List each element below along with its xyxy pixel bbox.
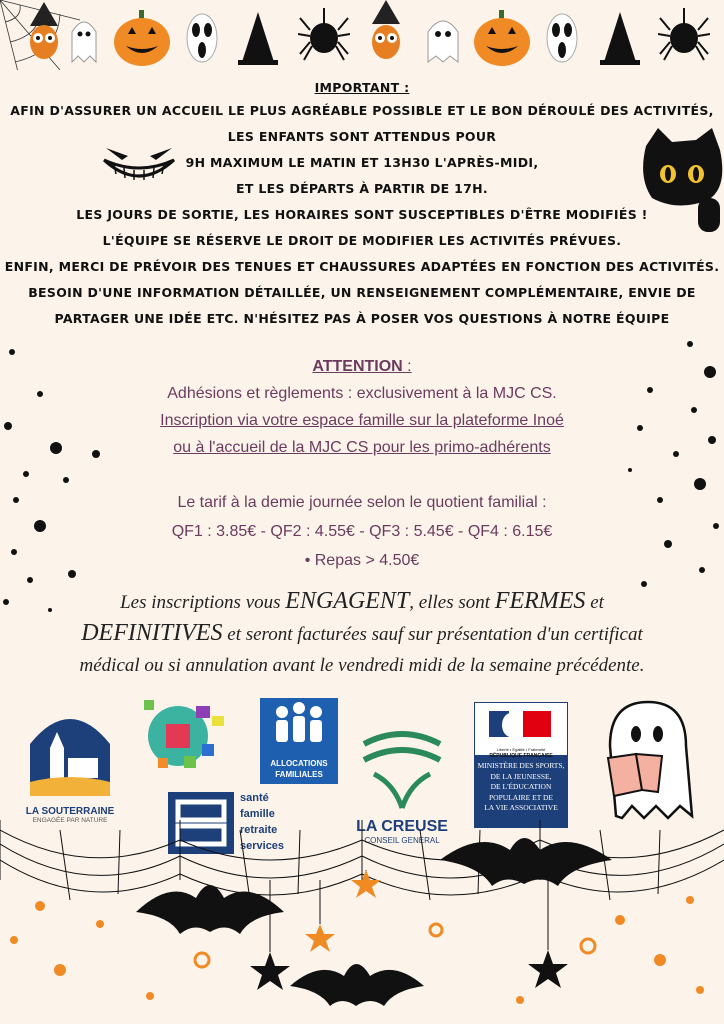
- la-souterraine-logo: [20, 704, 120, 828]
- caf-line2: FAMILIALES: [275, 770, 323, 779]
- spider-icon: [658, 8, 710, 60]
- notice-line: BESOIN D'UNE INFORMATION DÉTAILLÉE, UN RENSEIGNEMENT COMPLÉMENTAIRE, ENVIE DE: [28, 285, 696, 300]
- ghost-icon: [428, 21, 458, 62]
- caf-line1: ALLOCATIONS: [270, 759, 328, 768]
- halloween-bottom-border: [0, 820, 724, 1024]
- rf-name: RÉPUBLIQUE FRANÇAISE: [489, 753, 553, 759]
- msa-line: retraite: [240, 824, 278, 836]
- ministere-line: LA VIE ASSOCIATIVE: [484, 803, 558, 812]
- marianne-icon: [475, 703, 567, 743]
- pumpkin-icon: [474, 10, 530, 66]
- notice-line: LES JOURS DE SORTIE, LES HORAIRES SONT SUSCEPTIBLES D'ÊTRE MODIFIÉS !: [76, 207, 648, 222]
- tarif-meal: • Repas > 4.50€: [304, 552, 420, 569]
- souterraine-emblem-icon: [20, 704, 120, 796]
- ministere-line: DE LA JEUNESSE,: [490, 771, 552, 781]
- engagement-text: et: [585, 592, 604, 613]
- engagement-line: [20, 618, 704, 650]
- msa-line: santé: [240, 792, 269, 804]
- engagement-emphasis: ENGAGENT: [285, 588, 410, 614]
- attention-title-text: ATTENTION: [312, 358, 403, 375]
- tarif-line: Le tarif à la demie journée selon le quotient familial :: [177, 494, 547, 511]
- notice-line: L'ÉQUIPE SE RÉSERVE LE DROIT DE MODIFIER LES ACTIVITÉS PRÉVUES.: [102, 233, 622, 248]
- engagement-emphasis: FERMES: [494, 588, 586, 614]
- tarif-prices: QF1 : 3.85€ - QF2 : 4.55€ - QF3 : 5.45€ - QF4 : 6.15€: [171, 523, 553, 540]
- caf-logo: [260, 698, 338, 784]
- owl-witch-icon: [372, 0, 400, 59]
- engagement-line: [20, 586, 704, 618]
- notice-line: ET LES DÉPARTS À PARTIR DE 17H.: [236, 181, 488, 196]
- marianne-block: [475, 703, 567, 759]
- engagement-emphasis: DEFINITIVES: [81, 620, 223, 646]
- creuse-name: LA CREUSE: [356, 818, 448, 835]
- caf-family-icon: [260, 698, 338, 754]
- pumpkin-icon: [114, 10, 170, 66]
- attention-block: [0, 354, 724, 461]
- community-of-communes-logo: [136, 698, 230, 776]
- engagement-line: médical ou si annulation avant le vendredi midi de la semaine précédente.: [79, 655, 645, 676]
- msa-line: services: [240, 840, 285, 852]
- notice-line: PARTAGER UNE IDÉE ETC. N'HÉSITEZ PAS À POSER VOS QUESTIONS À NOTRE ÉQUIPE: [54, 311, 670, 326]
- attention-title: [0, 354, 724, 380]
- scream-mask-icon: [187, 14, 217, 62]
- ministere-line: DE L'ÉDUCATION: [490, 782, 552, 791]
- souterraine-name: LA SOUTERRAINE: [25, 806, 115, 817]
- rf-motto: Liberté • Égalité • Fraternité: [496, 747, 546, 752]
- ministere-logo: [474, 702, 568, 828]
- engagement-text: Les inscriptions vous: [120, 592, 286, 613]
- witch-hat-icon: [238, 12, 278, 65]
- ministere-block: [475, 755, 567, 827]
- membership-line: Adhésions et règlements : exclusivement à la MJC CS.: [167, 385, 557, 402]
- bat-icon: [440, 838, 612, 886]
- engagement-text: , elles sont: [409, 592, 495, 613]
- hanging-star-icon: [351, 870, 381, 898]
- witch-hat-icon: [600, 12, 640, 65]
- spider-icon: [298, 8, 350, 60]
- hanging-star-icon: [528, 880, 568, 988]
- souterraine-tagline: ENGAGÉE PAR NATURE: [32, 817, 108, 824]
- tarif-block: [0, 488, 724, 575]
- notice-line: 9H MAXIMUM LE MATIN ET 13H30 L'APRÈS-MIDI,: [185, 155, 539, 170]
- registration-line[interactable]: Inscription via votre espace famille sur la plateforme Inoé: [160, 412, 564, 429]
- ministere-line: POPULAIRE ET DE: [488, 792, 554, 802]
- important-notice: [0, 78, 724, 332]
- attention-colon: :: [402, 358, 412, 375]
- bat-icon: [136, 885, 284, 934]
- engagement-text: et seront facturées sauf sur présentation d'un certificat: [222, 624, 643, 645]
- ministere-line: MINISTÈRE DES SPORTS,: [477, 761, 565, 770]
- ghost-reading-icon: [596, 696, 700, 820]
- owl-witch-icon: [30, 2, 58, 59]
- ghost-icon: [72, 22, 96, 62]
- halloween-top-border: [0, 0, 724, 70]
- notice-line: AFIN D'ASSURER UN ACCUEIL LE PLUS AGRÉABLE POSSIBLE ET LE BON DÉROULÉ DES ACTIVITÉS,: [10, 103, 714, 118]
- notice-line: LES ENFANTS SONT ATTENDUS POUR: [227, 129, 497, 144]
- msa-line: famille: [240, 808, 275, 820]
- engagement-notice: [20, 586, 704, 681]
- creuse-subtitle: CONSEIL GENERAL: [364, 836, 440, 845]
- bat-icon: [290, 964, 424, 1006]
- scream-mask-icon: [547, 14, 577, 62]
- registration-line[interactable]: ou à l'accueil de la MJC CS pour les primo-adhérents: [173, 439, 551, 456]
- notice-line: ENFIN, MERCI DE PRÉVOIR DES TENUES ET CHAUSSURES ADAPTÉES EN FONCTION DES ACTIVITÉS.: [4, 259, 720, 274]
- creuse-emblem-icon: [354, 724, 450, 814]
- important-title: IMPORTANT :: [314, 80, 410, 95]
